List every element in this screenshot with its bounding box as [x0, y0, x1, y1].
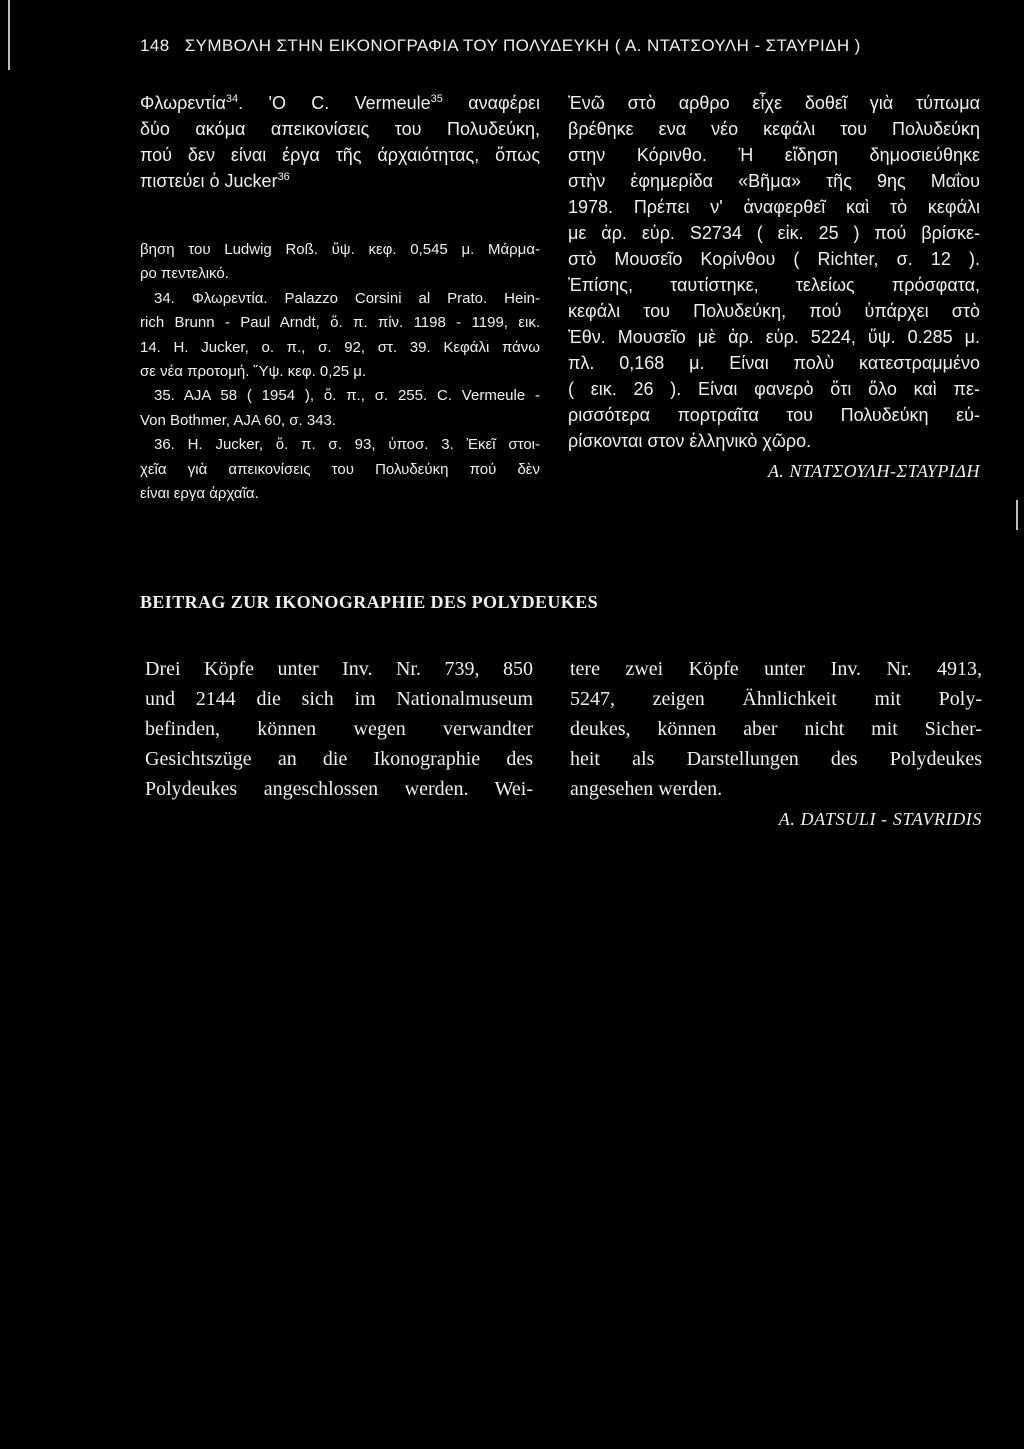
summary-line: und 2144 die sich im Nationalmuseum — [145, 688, 533, 710]
summary-line: Drei Köpfe unter Inv. Nr. 739, 850 — [145, 658, 533, 680]
footnote-line: είναι εργα ἀρχαῖα. — [140, 485, 259, 503]
body-line: στην Κόρινθο. Ἡ εἴδηση δημοσιεύθηκε — [568, 145, 980, 165]
body-line: πού δεν είναι έργα τῆς άρχαιότητας, ὅπως — [140, 145, 540, 165]
footnote-line: rich Brunn - Paul Arndt, ὅ. π. πίν. 1198 - 1199, εικ. — [140, 314, 540, 332]
footnote-line: Von Bothmer, AJA 60, σ. 343. — [140, 411, 337, 429]
footnote-line: ρο πεντελικό. — [140, 265, 229, 283]
header-title: ΣΥΜΒΟΛΗ ΣΤΗΝ ΕΙΚΟΝΟΓΡΑΦΙΑ ΤΟΥ ΠΟΛΥΔΕΥΚΗ ( Α. ΝΤΑΤΣΟΥΛΗ - ΣΤΑΥΡΙΔΗ ) — [184, 36, 861, 55]
body-line — [140, 90, 540, 116]
body-line: ρισσότερα πορτραῖτα του Πολυδεύκη εὑ- — [568, 405, 980, 425]
page-edge-rule — [8, 0, 10, 70]
body-text: . 'Ο C. Vermeule — [238, 93, 431, 113]
body-line: δύο ακόμα απεικονίσεις του Πολυδεύκη, — [140, 119, 540, 139]
summary-line: 5247, zeigen Ähnlichkeit mit Poly- — [570, 688, 982, 710]
footnote-line: 36. H. Jucker, ὅ. π. σ. 93, ὑποσ. 3. Ἐκεῖ στοι- — [154, 436, 540, 454]
body-line: Ἐνῶ στὸ αρθρο εἶχε δοθεῖ γιὰ τύπωμα — [568, 93, 980, 113]
body-text: αναφέρει — [442, 93, 540, 113]
footnote-ref: 35 — [430, 93, 443, 105]
footnote-line: βηση του Ludwig Roß. ὕψ. κεφ. 0,545 μ. Μάρμα- — [140, 241, 540, 258]
body-line: κεφάλι του Πολυδεύκη, πού ὑπάρχει στὸ — [568, 301, 980, 321]
body-text: Φλωρεντία — [140, 93, 226, 113]
page-number: 148 — [140, 36, 170, 55]
summary-line: heit als Darstellungen des Polydeukes — [570, 748, 982, 770]
summary-line: tere zwei Köpfe unter Inv. Nr. 4913, — [570, 658, 982, 680]
footnote-line: σε νέα προτομή. Ὕψ. κεφ. 0,25 μ. — [140, 363, 367, 381]
body-line: με ἀρ. εὑρ. S2734 ( εἰκ. 25 ) πού βρίσκε- — [568, 223, 980, 243]
body-line: βρέθηκε ενα νέο κεφάλι του Πολυδεύκη — [568, 119, 980, 139]
right-column — [568, 90, 980, 484]
body-line: 1978. Πρέπει ν' ἀναφερθεῖ καὶ τὸ κεφάλι — [568, 197, 980, 217]
footnote-line: 34. Φλωρεντία. Palazzo Corsini al Prato. Hein- — [154, 289, 540, 307]
summary-line: Gesichtszüge an die Ikonographie des — [145, 748, 533, 770]
summary-line: befinden, können wegen verwandter — [145, 718, 533, 740]
body-text: πιστεύει ὁ Jucker — [140, 171, 278, 191]
body-line: ρίσκονται στον ἑλληνικὸ χῶρο. — [568, 431, 812, 451]
footnote-line: 35. AJA 58 ( 1954 ), ὅ. π., σ. 255. C. Vermeule - — [154, 387, 540, 405]
summary-line: angesehen werden. — [570, 778, 723, 800]
summary-line: Polydeukes angeschlossen werden. Wei- — [145, 778, 533, 800]
author-signature-greek: Α. ΝΤΑΤΣΟΥΛΗ-ΣΤΑΥΡΙΔΗ — [767, 461, 980, 481]
footnote-line: χεῖα γιὰ απεικονίσεις του Πολυδεύκη πού δὲν — [140, 460, 540, 478]
body-line — [140, 168, 540, 194]
author-signature-latin: A. DATSULI - STAVRIDIS — [778, 809, 982, 829]
footnote-ref: 36 — [277, 171, 290, 183]
left-column — [140, 90, 540, 506]
footnotes — [140, 238, 540, 506]
running-header — [140, 36, 861, 56]
footnote-ref: 34 — [225, 93, 239, 105]
summary-title: BEITRAG ZUR IKONOGRAPHIE DES POLYDEUKES — [140, 592, 599, 612]
body-line: στὴν ἐφημερίδα «Βῆμα» τῆς 9ης Μαΐου — [568, 171, 980, 191]
summary-line: deukes, können aber nicht mit Sicher- — [570, 718, 982, 740]
body-line: πλ. 0,168 μ. Είναι πολὺ κατεστραμμένο — [568, 353, 980, 373]
summary-left-column — [145, 654, 533, 804]
summary-right-column — [570, 654, 982, 834]
body-line: στὸ Μουσεῖο Κορίνθου ( Richter, σ. 12 ). — [568, 249, 980, 269]
body-line: ( εικ. 26 ). Είναι φανερὸ ὅτι ὅλο καὶ πε- — [568, 379, 980, 399]
body-line: Ἐπίσης, ταυτίστηκε, τελείως πρόσφατα, — [568, 275, 980, 295]
body-line: Ἐθν. Μουσεῖο μὲ ἀρ. εὑρ. 5224, ὕψ. 0.285 μ. — [568, 327, 980, 347]
footnote-line: 14. H. Jucker, ο. π., σ. 92, στ. 39. Κεφάλι πάνω — [140, 338, 540, 356]
column-gap — [140, 194, 540, 238]
page-edge-rule-right — [1016, 500, 1018, 530]
